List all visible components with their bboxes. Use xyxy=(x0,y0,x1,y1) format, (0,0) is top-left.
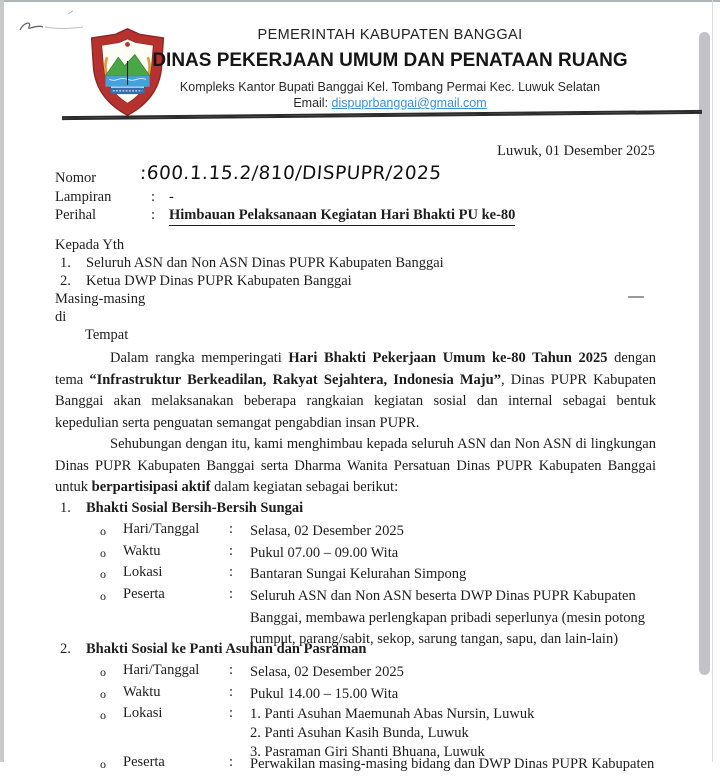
letterhead-address: Kompleks Kantor Bupati Banggai Kel. Tombang Permai Kec. Luwuk Selatan xyxy=(179,80,601,94)
detail-colon: : xyxy=(229,521,234,537)
detail-label: Waktu xyxy=(123,543,161,559)
paragraph-bold-text: berpartisipasi aktif xyxy=(91,479,211,496)
bullet-marker: o xyxy=(100,524,106,538)
nomor-value-handwritten: :600.1.15.2/810/DISPUPR/2025 xyxy=(139,163,443,184)
viewer-edge-line xyxy=(712,0,713,762)
activity-number: 1. xyxy=(60,500,71,516)
detail-colon: : xyxy=(229,586,234,602)
lampiran-label: Lampiran xyxy=(55,189,112,205)
detail-label: Peserta xyxy=(123,754,165,770)
body-paragraph-2 xyxy=(55,434,656,499)
lokasi-line: 2. Panti Asuhan Kasih Bunda, Luwuk xyxy=(250,724,469,741)
scan-top-edge xyxy=(0,0,720,2)
detail-value: Selasa, 02 Desember 2025 xyxy=(250,523,404,539)
detail-colon: : xyxy=(229,662,234,678)
detail-label: Hari/Tanggal xyxy=(123,521,200,537)
body-paragraph-1 xyxy=(55,348,656,434)
recipient-item-number: 2. xyxy=(60,273,71,289)
perihal-label: Perihal xyxy=(55,207,97,223)
perihal-colon: : xyxy=(151,207,156,223)
activity-number: 2. xyxy=(60,641,71,657)
lokasi-line: 1. Panti Asuhan Maemunah Abas Nursin, Luwuk xyxy=(250,706,535,722)
bullet-marker: o xyxy=(100,546,106,560)
bullet-marker: o xyxy=(100,708,106,722)
detail-label: Hari/Tanggal xyxy=(123,662,200,678)
lokasi-line: 3. Pasraman Giri Shanti Bhuana, Luwuk xyxy=(250,743,485,760)
detail-label: Waktu xyxy=(123,684,161,700)
detail-value: Pukul 14.00 – 15.00 Wita xyxy=(250,686,399,702)
detail-colon: : xyxy=(229,543,234,559)
lampiran-colon: : xyxy=(151,189,156,205)
paragraph-text: Dalam rangka memperingati xyxy=(110,350,289,366)
scrollbar-thumb[interactable] xyxy=(699,32,710,675)
detail-value-multiline xyxy=(250,705,656,761)
detail-value: Pukul 07.00 – 09.00 Wita xyxy=(250,545,399,561)
detail-value: Bantaran Sungai Kelurahan Simpong xyxy=(250,566,467,582)
recipient-line-tempat: Tempat xyxy=(85,327,129,343)
email-link[interactable]: dispuprbanggai@gmail.com xyxy=(331,96,487,110)
paragraph-text: Sehubungan dengan itu, kami menghimbau kepada seluruh ASN dan Non ASN di lingkungan Dinas PUPR Kabupaten Banggai serta Dharma Wanita Persatuan Dinas PUPR Kabupaten Banggai untuk xyxy=(55,436,656,496)
detail-value: Selasa, 02 Desember 2025 xyxy=(250,664,404,680)
date-line: Luwuk, 01 Desember 2025 xyxy=(497,143,655,159)
letterhead-government: PEMERINTAH KABUPATEN BANGGAI xyxy=(257,27,523,43)
bullet-marker: o xyxy=(100,687,106,701)
nomor-label: Nomor xyxy=(55,170,97,186)
recipient-item-number: 1. xyxy=(60,255,71,271)
detail-label: Lokasi xyxy=(123,705,163,721)
detail-colon: : xyxy=(229,564,234,580)
detail-value: Seluruh ASN dan Non ASN beserta DWP Dinas PUPR Kabupaten Banggai, membawa perlengkapan pribadi seperlunya (mesin potong rumput, parang/sabit, sekop, sarung tangan, sapu, dan lain-lain) xyxy=(250,588,646,648)
lampiran-value: - xyxy=(169,189,174,205)
paragraph-text: dalam kegiatan sebagai berikut: xyxy=(210,479,399,496)
detail-colon: : xyxy=(229,705,234,721)
bullet-marker: o xyxy=(100,757,106,771)
bullet-marker: o xyxy=(100,589,106,603)
letterhead-agency: DINAS PEKERJAAN UMUM DAN PENATAAN RUANG xyxy=(152,50,628,71)
detail-label: Lokasi xyxy=(123,564,163,580)
email-label: Email: xyxy=(293,96,329,110)
letterhead-email-line xyxy=(120,96,660,110)
scan-left-edge xyxy=(0,0,4,762)
paragraph-text: dengan tema xyxy=(55,350,656,388)
paragraph-bold-text: Hari Bhakti Pekerjaan Umum ke-80 Tahun 2025 xyxy=(288,350,608,366)
paragraph-text: , Dinas PUPR Kabupaten Banggai akan melaksanakan beberapa rangkaian kegiatan sosial dan internal sebagai bentuk kepedulian serta penguatan semangat pengabdian insan PUPR. xyxy=(55,371,656,431)
activity-title: Bhakti Sosial Bersih-Bersih Sungai xyxy=(86,500,304,516)
detail-colon: : xyxy=(229,684,234,700)
perihal-value: Himbauan Pelaksanaan Kegiatan Hari Bhakti PU ke-80 xyxy=(169,207,515,226)
recipient-salutation: Kepada Yth xyxy=(55,237,125,253)
detail-value: Perwakilan masing-masing bidang dan DWP Dinas PUPR Kabupaten xyxy=(250,756,655,772)
recipient-line-masing: Masing-masing xyxy=(55,291,146,307)
bullet-marker: o xyxy=(100,665,106,679)
recipient-item-text: Ketua DWP Dinas PUPR Kabupaten Banggai xyxy=(86,273,352,289)
recipient-item-text: Seluruh ASN dan Non ASN Dinas PUPR Kabupaten Banggai xyxy=(86,255,444,271)
paragraph-bold-text: “Infrastruktur Berkeadilan, Rakyat Sejahtera, Indonesia Maju” xyxy=(89,371,501,388)
detail-colon: : xyxy=(229,754,234,770)
bullet-marker: o xyxy=(100,567,106,581)
detail-label: Peserta xyxy=(123,586,165,602)
recipient-line-di: di xyxy=(55,309,67,325)
stray-scan-mark xyxy=(628,296,644,298)
activity-title: Bhakti Sosial ke Panti Asuhan dan Pasraman xyxy=(86,641,367,657)
